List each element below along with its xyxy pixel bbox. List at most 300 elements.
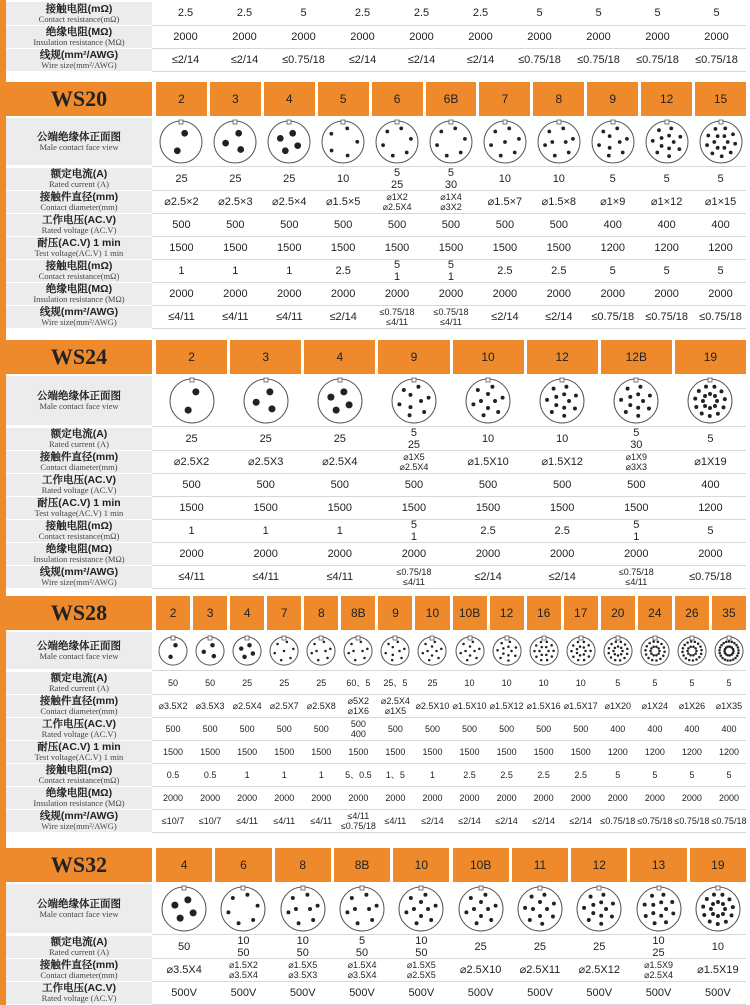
pin-count-header: 17 (564, 596, 598, 630)
cell-wire: ≤2/14 (171, 53, 200, 66)
connector-face-11 (516, 885, 564, 933)
cell-contact: 1 (232, 264, 239, 277)
cell-voltage: 400 (711, 218, 730, 231)
cell-current: 10 (337, 172, 350, 185)
cell-voltage: 500 (573, 723, 589, 734)
cell-insul: 2000 (237, 792, 258, 803)
cell-insul: 2000 (718, 792, 739, 803)
row-label-contact (6, 764, 152, 787)
cell-contact: 1 (286, 264, 293, 277)
cell-test: 1500 (492, 241, 518, 254)
cell-current: 10 (481, 432, 495, 445)
connector-face-24 (639, 635, 671, 667)
cell-contact: 2.5 (472, 7, 489, 20)
row-label-cn: 接触电阻(mΩ) (45, 2, 113, 15)
cell-current: 25 (533, 940, 547, 953)
cell-insul: 2000 (291, 30, 316, 43)
cell-insul: 2000 (422, 792, 443, 803)
cell-wire: ≤2/14 (491, 310, 519, 323)
cell-wire: ≤2/14 (548, 570, 576, 583)
cell-voltage: 500 (165, 723, 181, 734)
cell-insul: 2000 (330, 287, 356, 300)
cell-contact: 2.5 (537, 769, 550, 780)
pin-count-header: 13 (630, 848, 686, 882)
row-label-en: Rated current (A) (49, 947, 109, 958)
connector-face-10 (397, 885, 445, 933)
cell-current: 5 (717, 172, 724, 185)
cell-insul: 2000 (468, 30, 493, 43)
cell-voltage: 500 (226, 218, 245, 231)
cell-contact: 2.5 (463, 769, 476, 780)
cell-test: 1500 (237, 746, 258, 757)
cell-diameter: ⌀1.5X19 (697, 963, 739, 976)
cell-current: 5 (652, 677, 658, 688)
cell-current: 10 (552, 172, 565, 185)
cell-insul: 2000 (546, 287, 572, 300)
cell-current: 5 (663, 172, 670, 185)
cell-test: 1500 (385, 746, 406, 757)
pin-count-header: 10 (393, 848, 449, 882)
cell-diameter: ⌀2.5×2 (164, 195, 199, 208)
cell-test: 1200 (708, 241, 733, 254)
cell-contact: 0.5 (203, 769, 217, 780)
row-label-test (6, 497, 152, 520)
row-divider (152, 71, 746, 72)
row-label-en: Male contact face view (39, 400, 119, 411)
cell-insul: 2000 (624, 547, 649, 560)
cell-voltage: 500 (495, 218, 515, 231)
cell-wire: ≤0.75/18 ≤4/11 (433, 307, 469, 327)
cell-diameter: ⌀2.5X11 (519, 963, 561, 976)
cell-voltage: 500 (424, 723, 440, 734)
cell-voltage: 500V (527, 986, 553, 999)
cell-diameter: ⌀5X2 ⌀1X6 (347, 696, 370, 716)
cell-diameter: ⌀1X35 (715, 700, 743, 711)
connector-face-6 (219, 885, 267, 933)
cell-current: 10 (464, 677, 475, 688)
cell-diameter: ⌀1.5X5 ⌀3.5X3 (288, 960, 318, 980)
cell-insul: 2000 (200, 792, 221, 803)
cell-insul: 2000 (475, 547, 501, 560)
cell-wire: ≤0.75/18 (600, 815, 636, 826)
cell-voltage: 500 (330, 478, 349, 491)
cell-voltage: 500 (536, 723, 552, 734)
row-label-en: Contact diameter(mm) (40, 970, 118, 981)
cell-insul: 2000 (179, 547, 204, 560)
cell-diameter: ⌀1X20 (604, 700, 631, 711)
cell-contact: 2.5 (500, 769, 513, 780)
cell-test: 1500 (401, 501, 427, 514)
cell-diameter: ⌀1.5X5 ⌀2.5X5 (406, 960, 436, 980)
cell-diameter: ⌀3.5X3 (195, 700, 225, 711)
row-label-test (6, 237, 152, 260)
row-label-cn: 额定电流(A) (50, 428, 108, 441)
row-label-insul (6, 283, 152, 306)
cell-test: 1500 (438, 241, 464, 254)
cell-current: 50 (205, 677, 216, 688)
cell-voltage: 500V (467, 986, 494, 999)
cell-wire: ≤4/11 ≤0.75/18 (340, 811, 376, 831)
cell-contact: 5 (652, 769, 658, 780)
row-label-cn: 公端绝缘体正面图 (37, 130, 121, 143)
cell-voltage: 500V (171, 986, 197, 999)
cell-contact: 1 (244, 769, 250, 780)
cell-wire: ≤0.75/18 (699, 310, 742, 323)
cell-wire: ≤0.75/18 (636, 53, 679, 66)
connector-face-8B (338, 885, 386, 933)
cell-insul: 2000 (607, 792, 628, 803)
cell-wire: ≤0.75/18 (689, 570, 732, 583)
cell-contact: 0.5 (166, 769, 180, 780)
cell-diameter: ⌀1X2 ⌀2.5X4 (382, 192, 412, 212)
cell-contact: 5 1 (447, 258, 455, 283)
cell-wire: ≤0.75/18 ≤4/11 (379, 307, 415, 327)
connector-face-10B (457, 885, 505, 933)
connector-face-4 (316, 377, 364, 425)
row-divider (152, 588, 746, 589)
connector-face-10 (464, 377, 512, 425)
cell-insul: 2000 (163, 792, 184, 803)
cell-test: 1200 (681, 746, 702, 757)
pin-count-header: 10B (453, 596, 487, 630)
cell-current: 5 25 (407, 426, 421, 451)
cell-insul: 2000 (533, 792, 554, 803)
row-label-cn: 接触件直径(mm) (39, 959, 119, 972)
cell-diameter: ⌀1.5X16 (526, 700, 561, 711)
cell-wire: ≤2/14 (407, 53, 436, 66)
cell-contact: 1 (336, 524, 343, 537)
connector-face-3 (212, 119, 258, 165)
cell-insul: 2000 (527, 30, 552, 43)
cell-contact: 5 1 (394, 258, 401, 283)
cell-insul: 2000 (327, 547, 353, 560)
row-label-cn: 额定电流(A) (50, 168, 108, 181)
cell-wire: ≤4/11 (273, 815, 296, 826)
cell-wire: ≤2/14 (230, 53, 259, 66)
cell-current: 5 25 (390, 166, 404, 191)
cell-insul: 2000 (459, 792, 480, 803)
cell-test: 1200 (654, 241, 679, 254)
cell-test: 1500 (223, 241, 248, 254)
row-label-diameter (6, 451, 152, 474)
pin-count-header: 9 (378, 596, 412, 630)
connector-face-12 (644, 119, 690, 165)
cell-wire: ≤2/14 (545, 310, 573, 323)
cell-insul: 2000 (708, 287, 733, 300)
cell-voltage: 500 400 (350, 719, 366, 739)
cell-voltage: 400 (721, 723, 737, 734)
connector-face-3 (242, 377, 290, 425)
cell-wire: ≤10/7 (198, 815, 222, 826)
connector-face-4 (266, 119, 312, 165)
cell-diameter: ⌀1.5×8 (541, 195, 577, 208)
cell-test: 1500 (163, 746, 184, 757)
cell-contact: 5 (713, 7, 720, 20)
cell-test: 1200 (607, 746, 628, 757)
cell-insul: 2000 (169, 287, 194, 300)
cell-diameter: ⌀1X5 ⌀2.5X4 (399, 452, 429, 472)
row-label-contact (6, 2, 152, 26)
cell-diameter: ⌀2.5X7 (269, 700, 299, 711)
cell-current: 5 (609, 172, 616, 185)
cell-contact: 5 (595, 7, 602, 20)
pin-count-header: 35 (712, 596, 746, 630)
row-label-cn: 耐压(AC.V) 1 min (37, 741, 121, 754)
cell-diameter: ⌀1×12 (650, 195, 683, 208)
cell-voltage: 500 (627, 478, 646, 491)
pin-count-header: 2 (156, 596, 190, 630)
pin-count-header: 20 (601, 596, 635, 630)
cell-insul: 2000 (496, 792, 517, 803)
cell-contact: 2.5 (335, 264, 351, 277)
cell-wire: ≤0.75/18 ≤4/11 (618, 567, 654, 587)
pin-count-header: 2 (156, 82, 207, 116)
pin-count-header: 24 (638, 596, 672, 630)
connector-face-7 (268, 635, 300, 667)
row-label-en: Rated current (A) (49, 439, 109, 450)
cell-voltage: 500 (404, 478, 424, 491)
pin-count-header: 4 (264, 82, 315, 116)
cell-current: 25 (593, 940, 606, 953)
cell-diameter: ⌀3.5X4 (166, 963, 202, 976)
connector-face-8 (536, 119, 582, 165)
cell-test: 1500 (546, 241, 572, 254)
row-label-en: Test voltage(AC.V) 1 min (34, 508, 124, 519)
pin-count-header: 8B (334, 848, 390, 882)
cell-test: 1500 (277, 241, 302, 254)
partial-table (0, 0, 750, 72)
cell-voltage: 500V (289, 986, 316, 999)
cell-insul: 2000 (645, 30, 670, 43)
cell-test: 1500 (311, 746, 332, 757)
row-label-wire (6, 49, 152, 72)
cell-test: 1500 (169, 241, 194, 254)
cell-insul: 2000 (385, 792, 406, 803)
row-label-face (6, 118, 152, 166)
cell-wire: ≤0.75/18 (577, 53, 620, 66)
connector-face-10B (454, 635, 486, 667)
row-label-en: Rated voltage (AC.V) (41, 729, 117, 740)
pin-count-header: 12 (641, 82, 692, 116)
row-label-en: Insulation resistance (MΩ) (33, 554, 125, 565)
row-label-cn: 接触电阻(mΩ) (45, 764, 113, 777)
pin-count-header: 4 (156, 848, 212, 882)
cell-voltage: 500 (313, 723, 329, 734)
cell-voltage: 500 (553, 478, 572, 491)
cell-current: 25 (279, 677, 290, 688)
cell-contact: 5 (300, 7, 307, 20)
cell-wire: ≤4/11 (326, 570, 354, 583)
row-label-en: Rated current (A) (49, 683, 109, 694)
cell-test: 1500 (274, 746, 295, 757)
cell-current: 60、5 (346, 677, 371, 688)
cell-test: 1200 (600, 241, 625, 254)
cell-insul: 2000 (401, 547, 427, 560)
cell-diameter: ⌀1.5X12 (489, 700, 524, 711)
cell-contact: 2.5 (574, 769, 587, 780)
row-label-en: Insulation resistance (MΩ) (33, 294, 125, 305)
cell-current: 50 (168, 677, 179, 688)
row-label-diameter (6, 959, 152, 982)
cell-test: 1500 (533, 746, 554, 757)
pin-count-header: 9 (378, 340, 449, 374)
row-label-en: Insulation resistance (MΩ) (33, 37, 125, 48)
row-label-insul (6, 787, 152, 810)
pin-count-header: 7 (267, 596, 301, 630)
cell-wire: ≤4/11 (168, 310, 195, 323)
row-label-cn: 线规(mm²/AWG) (39, 306, 119, 319)
row-label-face (6, 376, 152, 426)
row-label-en: Insulation resistance (MΩ) (33, 798, 125, 809)
pin-count-header: 9 (587, 82, 638, 116)
pin-count-header: 16 (527, 596, 561, 630)
cell-wire: ≤4/11 (310, 815, 333, 826)
cell-contact: 5 (717, 264, 724, 277)
cell-diameter: ⌀2.5X4 (322, 455, 358, 468)
connector-face-5 (320, 119, 366, 165)
connector-face-7 (482, 119, 528, 165)
cell-insul: 2000 (274, 792, 295, 803)
row-label-cn: 工作电压(AC.V) (41, 474, 117, 487)
cell-voltage: 500 (462, 723, 478, 734)
cell-voltage: 500 (182, 478, 201, 491)
cell-diameter: ⌀2.5X3 (248, 455, 284, 468)
row-label-cn: 耐压(AC.V) 1 min (37, 497, 121, 510)
pin-count-header: 6 (215, 848, 271, 882)
cell-current: 5 (689, 677, 695, 688)
cell-test: 1500 (549, 501, 575, 514)
cell-test: 1500 (384, 241, 410, 254)
row-label-current (6, 936, 152, 959)
cell-voltage: 500V (645, 986, 672, 999)
row-label-en: Male contact face view (39, 141, 119, 152)
cell-insul: 2000 (681, 792, 702, 803)
cell-current: 5 (615, 677, 621, 688)
row-label-en: Rated voltage (AC.V) (41, 225, 117, 236)
cell-diameter: ⌀2.5X4 (232, 700, 262, 711)
pin-count-header: 8 (275, 848, 331, 882)
cell-voltage: 500 (499, 723, 515, 734)
connector-face-4 (160, 885, 208, 933)
model-label: WS28 (6, 596, 152, 630)
row-label-current (6, 428, 152, 451)
row-label-en: Wire size(mm²/AWG) (41, 60, 117, 71)
row-label-en: Wire size(mm²/AWG) (41, 577, 117, 588)
connector-face-8 (279, 885, 327, 933)
cell-test: 1500 (179, 501, 204, 514)
row-label-en: Contact resistance(mΩ) (38, 531, 120, 542)
cell-voltage: 500 (549, 218, 568, 231)
cell-current: 5 30 (444, 166, 458, 191)
row-label-face (6, 884, 152, 934)
row-label-en: Rated current (A) (49, 179, 109, 190)
cell-diameter: ⌀1.5X10 (467, 455, 509, 468)
cell-voltage: 400 (603, 218, 622, 231)
cell-current: 25 (175, 172, 188, 185)
row-label-en: Male contact face view (39, 650, 119, 661)
row-label-face (6, 632, 152, 670)
row-label-insul (6, 26, 152, 49)
connector-face-20 (602, 635, 634, 667)
connector-face-10 (416, 635, 448, 667)
cell-test: 1500 (200, 746, 221, 757)
row-label-cn: 工作电压(AC.V) (41, 982, 117, 995)
row-label-cn: 额定电流(A) (50, 936, 108, 949)
cell-insul: 2000 (277, 287, 302, 300)
cell-voltage: 500 (172, 218, 191, 231)
connector-face-4 (231, 635, 263, 667)
row-label-cn: 耐压(AC.V) 1 min (37, 237, 121, 250)
cell-voltage: 500V (349, 986, 375, 999)
cell-contact: 5 1 (410, 518, 417, 543)
cell-current: 10 (538, 677, 549, 688)
cell-voltage: 500 (387, 218, 407, 231)
cell-wire: ≤0.75/18 (637, 815, 673, 826)
connector-face-12 (538, 377, 586, 425)
row-label-cn: 工作电压(AC.V) (41, 718, 117, 731)
connector-face-19 (686, 377, 734, 425)
cell-wire: ≤2/14 (348, 53, 377, 66)
row-label-cn: 线规(mm²/AWG) (39, 49, 119, 62)
cell-voltage: 400 (684, 723, 700, 734)
row-label-en: Male contact face view (39, 908, 119, 919)
connector-face-26 (676, 635, 708, 667)
pin-count-header: 11 (512, 848, 568, 882)
connector-face-9 (390, 377, 438, 425)
cell-diameter: ⌀1.5X12 (541, 455, 583, 468)
cell-voltage: 400 (701, 478, 720, 491)
cell-contact: 5 (615, 769, 621, 780)
row-divider (152, 670, 746, 671)
row-label-diameter (6, 191, 152, 214)
cell-voltage: 500 (202, 723, 218, 734)
row-label-contact (6, 260, 152, 283)
pin-count-header: 12 (527, 340, 598, 374)
row-divider (152, 328, 746, 329)
cell-current: 10 50 (415, 934, 428, 959)
cell-contact: 2.5 (236, 7, 253, 20)
cell-wire: ≤10/7 (161, 815, 185, 826)
cell-diameter: ⌀1.5×5 (325, 195, 361, 208)
section-header (0, 82, 750, 116)
pin-count-header: 12 (571, 848, 627, 882)
cell-contact: 2.5 (354, 7, 371, 20)
cell-voltage: 400 (610, 723, 626, 734)
row-label-en: Contact diameter(mm) (40, 462, 118, 473)
cell-contact: 1 (262, 524, 269, 537)
cell-insul: 2000 (549, 547, 575, 560)
cell-voltage: 500 (256, 478, 275, 491)
row-label-en: Contact resistance(mΩ) (38, 775, 120, 786)
row-label-en: Contact resistance(mΩ) (38, 271, 120, 282)
pin-count-header: 8 (304, 596, 338, 630)
cell-test: 1200 (644, 746, 665, 757)
connector-face-2 (157, 635, 189, 667)
cell-current: 25、5 (383, 677, 408, 688)
cell-diameter: ⌀1.5X2 ⌀3.5X4 (228, 960, 258, 980)
cell-wire: ≤2/14 (495, 815, 518, 826)
pin-count-header: 12B (601, 340, 672, 374)
cell-test: 1500 (327, 501, 353, 514)
cell-voltage: 500V (586, 986, 613, 999)
cell-contact: 2.5 (480, 524, 496, 537)
pin-count-header: 3 (230, 340, 301, 374)
row-label-voltage (6, 982, 152, 1005)
cell-current: 25 (283, 172, 296, 185)
pin-count-header: 4 (304, 340, 375, 374)
cell-current: 10 (711, 940, 724, 953)
cell-current: 25 (474, 940, 487, 953)
